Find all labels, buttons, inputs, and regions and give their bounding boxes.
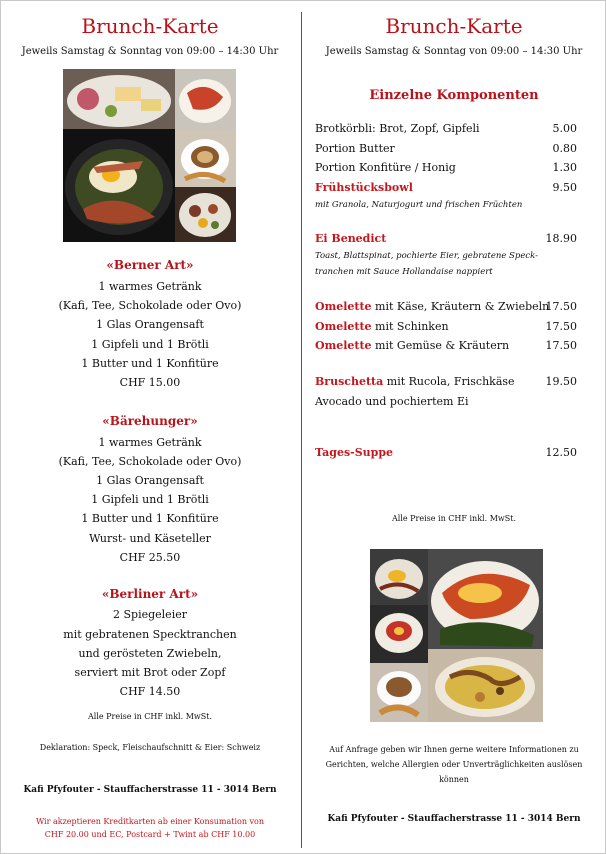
allergy-note-1: Auf Anfrage geben wir Ihnen gerne weitere Informationen zu — [329, 745, 579, 754]
item-price: 12.50 — [545, 446, 577, 459]
left-hours: Jeweils Samstag & Sonntag von 09:00 – 14:30 Uhr — [21, 46, 279, 57]
menu-line: 1 Gipfeli und 1 Brötli — [91, 338, 209, 351]
address: Kafi Pfyfouter - Stauffacherstrasse 11 - 3014 Bern — [23, 785, 277, 795]
menu-item-row — [315, 446, 577, 459]
item-name: Frühstücksbowl — [315, 181, 413, 194]
item-price: 0.80 — [552, 142, 577, 155]
item-price: 19.50 — [545, 375, 577, 388]
brunch-photo-collage — [370, 549, 543, 722]
menu-berliner-title: «Berliner Art» — [101, 587, 199, 601]
item-name: Bruschetta — [315, 375, 384, 388]
menu-item-row — [315, 339, 577, 352]
vat-note: Alle Preise in CHF inkl. MwSt. — [88, 712, 212, 721]
item-price: 17.50 — [545, 300, 577, 313]
menu-line: 1 Butter und 1 Konfitüre — [81, 357, 219, 370]
menu-line: 1 warmes Getränk — [98, 436, 202, 449]
section-title: Einzelne Komponenten — [369, 88, 539, 103]
item-name: Omelette — [315, 320, 372, 333]
menu-line: serviert mit Brot oder Zopf — [74, 666, 226, 679]
item-description: mit Granola, Naturjogurt und frischen Früchten — [315, 200, 523, 210]
menu-item-row — [315, 375, 577, 388]
menu-item-row — [315, 142, 577, 155]
menu-line: 2 Spiegeleier — [113, 608, 187, 621]
menu-line: 1 Gipfeli und 1 Brötli — [91, 493, 209, 506]
menu-item-row — [315, 161, 577, 174]
item-name: Portion Konfitüre / Honig — [315, 161, 456, 174]
column-divider — [301, 12, 302, 848]
menu-item-row — [315, 232, 577, 245]
item-price: 17.50 — [545, 320, 577, 333]
item-description: tranchen mit Sauce Hollandaise nappiert — [315, 267, 493, 277]
menu-line: und gerösteten Zwiebeln, — [78, 647, 222, 660]
item-name: Ei Benedict — [315, 232, 387, 245]
item-price: 1.30 — [552, 161, 577, 174]
item-suffix: mit Käse, Kräutern & Zwiebeln — [371, 300, 550, 313]
item-price: 17.50 — [545, 339, 577, 352]
menu-line: 1 Glas Orangensaft — [96, 318, 204, 331]
item-name: Tages-Suppe — [315, 446, 394, 459]
menu-line: (Kafi, Tee, Schokolade oder Ovo) — [58, 299, 242, 312]
menu-line: 1 warmes Getränk — [98, 280, 202, 293]
menu-line: Wurst- und Käseteller — [89, 532, 211, 545]
menu-line: 1 Glas Orangensaft — [96, 474, 204, 487]
payment-note-2: CHF 20.00 und EC, Postcard + Twint ab CHF 10.00 — [44, 830, 256, 839]
menu-price: CHF 14.50 — [119, 685, 181, 698]
item-name: Portion Butter — [315, 142, 395, 155]
item-name: Omelette — [315, 300, 372, 313]
item-price: 5.00 — [552, 122, 577, 135]
menu-item-row — [315, 181, 577, 194]
payment-note-1: Wir akzeptieren Kreditkarten ab einer Konsumation von — [35, 817, 265, 826]
menu-berner-title: «Berner Art» — [106, 258, 194, 272]
menu-item-row — [315, 300, 577, 313]
right-title: Brunch-Karte — [385, 14, 523, 38]
menu-item-line2: Avocado und pochiertem Ei — [315, 395, 469, 408]
menu-line: (Kafi, Tee, Schokolade oder Ovo) — [58, 455, 242, 468]
address: Kafi Pfyfouter - Stauffacherstrasse 11 - 3014 Bern — [327, 814, 581, 824]
item-price: 18.90 — [545, 232, 577, 245]
menu-item-row — [315, 122, 577, 135]
menu-price: CHF 25.50 — [119, 551, 181, 564]
declaration-note: Deklaration: Speck, Fleischaufschnitt & Eier: Schweiz — [39, 743, 261, 752]
menu-line: mit gebratenen Specktranchen — [63, 628, 237, 641]
item-name: Omelette — [315, 339, 372, 352]
allergy-note-2: Gerichten, welche Allergien oder Unverträglichkeiten auslösen — [325, 760, 583, 769]
menu-item-row — [315, 320, 577, 333]
left-title: Brunch-Karte — [81, 14, 219, 38]
brunch-photo-collage — [63, 69, 236, 242]
allergy-note-3: können — [439, 775, 469, 784]
menu-baerehunger-title: «Bärehunger» — [102, 414, 198, 428]
vat-note: Alle Preise in CHF inkl. MwSt. — [392, 514, 516, 523]
item-name: Brotkörbli: Brot, Zopf, Gipfeli — [315, 122, 480, 135]
right-hours: Jeweils Samstag & Sonntag von 09:00 – 14:30 Uhr — [325, 46, 583, 57]
menu-price: CHF 15.00 — [119, 376, 181, 389]
item-description: Toast, Blattspinat, pochierte Eier, gebratene Speck- — [315, 251, 538, 261]
item-suffix: mit Rucola, Frischkäse — [383, 375, 515, 388]
menu-line: 1 Butter und 1 Konfitüre — [81, 512, 219, 525]
item-suffix: mit Schinken — [371, 320, 449, 333]
item-price: 9.50 — [552, 181, 577, 194]
item-suffix: mit Gemüse & Kräutern — [371, 339, 510, 352]
